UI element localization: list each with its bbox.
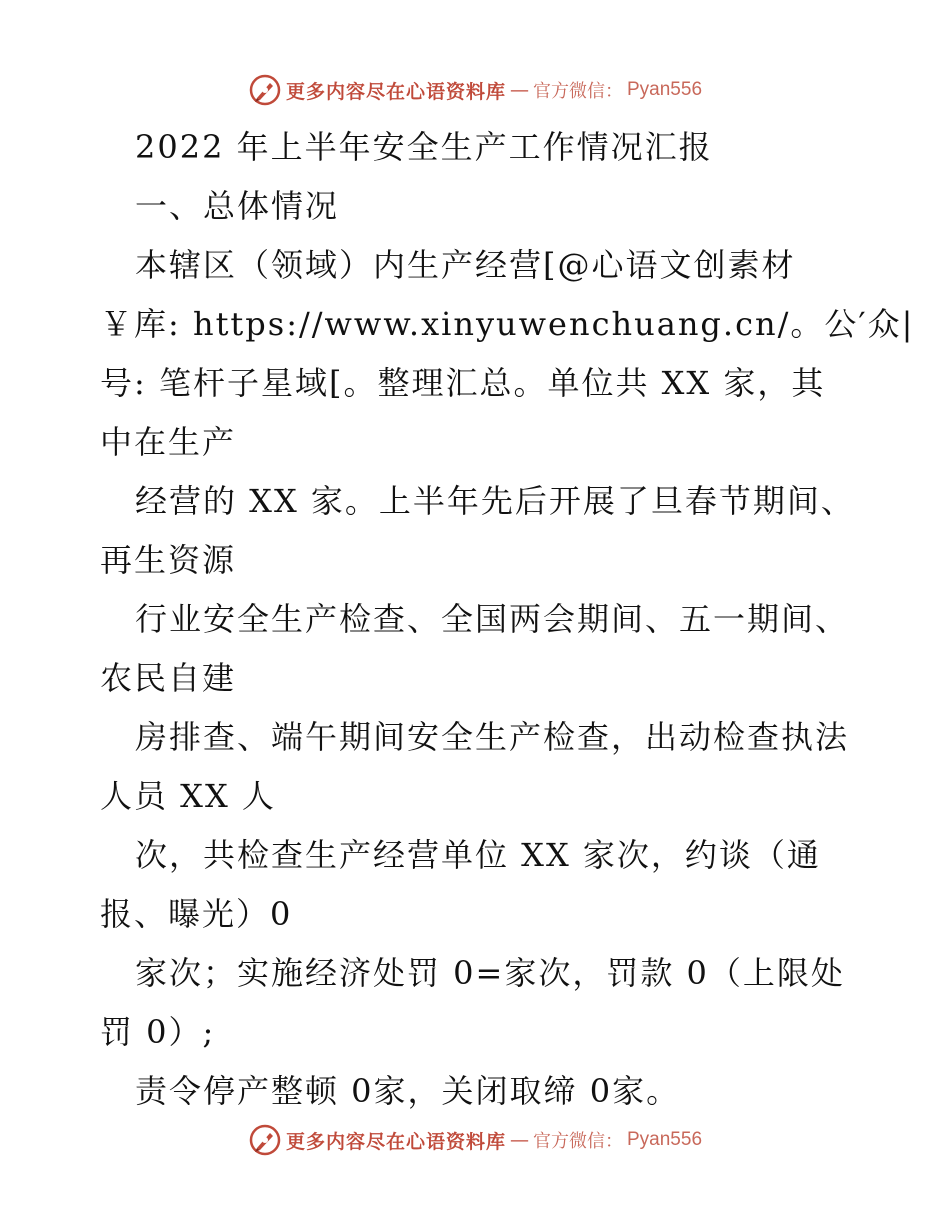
paragraph-line: 责令停产整顿 0家，关闭取缔 0家。 [135,1072,681,1110]
header-watermark [0,70,950,110]
document-title: 2022 年上半年安全生产工作情况汇报 [135,128,713,166]
watermark-wechat-handle: Pyan556 [627,1129,703,1150]
paragraph-line: 行业安全生产检查、全国两会期间、五一期间、 [135,600,850,638]
watermark-wechat-label: 官方微信： [533,81,623,102]
paragraph-line: 人员 XX 人 [100,777,276,815]
paragraph-line: 家次；实施经济处罚 0=家次，罚款 0（上限处 [135,954,845,992]
watermark-wechat-label: 官方微信： [533,1131,623,1152]
paragraph-line: 中在生产 [100,423,237,461]
paragraph-line: 号: 笔杆子星域[。整理汇总。单位共 XX 家，其 [100,364,826,402]
watermark-separator: — [510,1129,529,1151]
watermark-main-text: 更多内容尽在心语资料库 [285,1130,506,1153]
watermark-wechat-handle: Pyan556 [627,79,703,100]
paragraph-line: 农民自建 [100,659,237,697]
paragraph-line: 房排查、端午期间安全生产检查，出动检查执法 [135,718,850,756]
footer-watermark [0,1120,950,1160]
paragraph-line: 本辖区（领域）内生产经营[@心语文创素材 [135,246,796,284]
pen-logo-icon [248,73,282,107]
paragraph-line: 报、曝光）0 [100,895,293,933]
paragraph-line: 罚 0）; [100,1013,216,1051]
paragraph-line: 经营的 XX 家。上半年先后开展了旦春节期间、 [135,482,855,520]
watermark-main-text: 更多内容尽在心语资料库 [285,80,506,103]
watermark-separator: — [510,79,529,101]
paragraph-line: 次，共检查生产经营单位 XX 家次，约谈（通 [135,836,821,874]
section-heading: 一、总体情况 [135,187,340,225]
paragraph-line: 再生资源 [100,541,237,579]
paragraph-line: ￥库: https://www.xinyuwenchuang.cn/。公′众| [100,305,915,343]
pen-logo-icon [248,1123,282,1157]
